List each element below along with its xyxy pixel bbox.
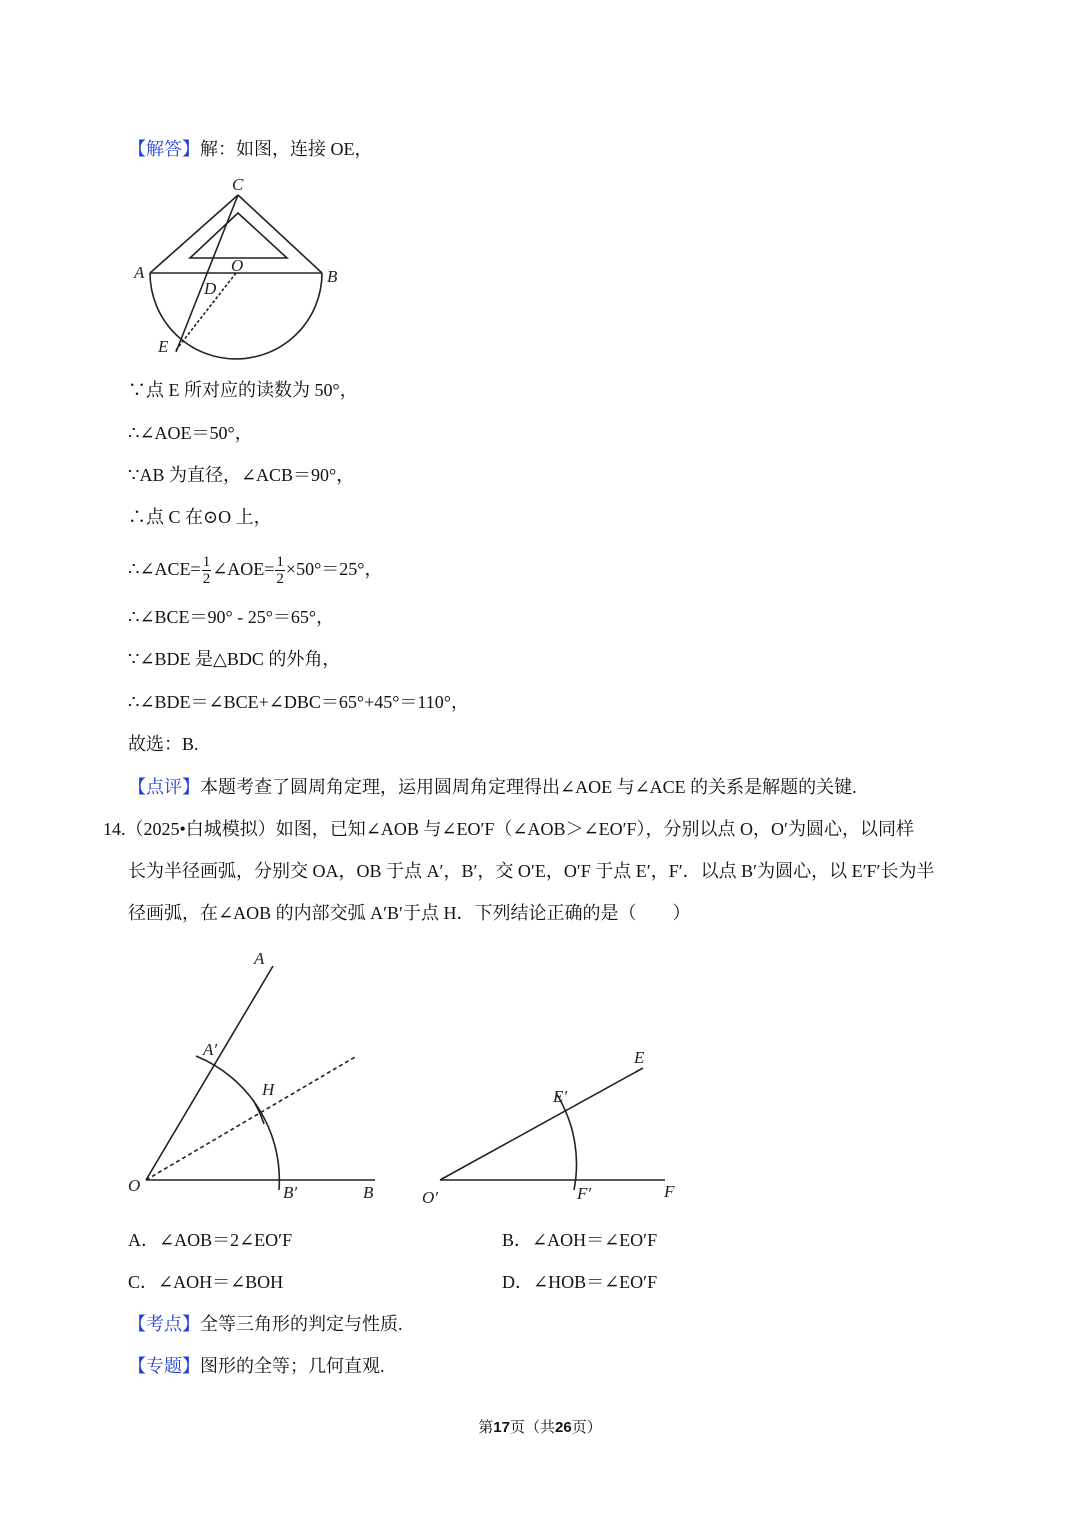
label-F-prime: F′ [577, 1184, 592, 1203]
numerator: 1 [276, 554, 284, 571]
label-A: A [134, 263, 145, 282]
label-A: A [254, 949, 265, 968]
question-line: 14.（2025•白城模拟）如图，已知∠AOB 与∠EO′F（∠AOB＞∠EO′F），分别以点 O，O′为圆心，以同样 [103, 819, 914, 839]
frac-prefix: ∴∠ACE= [128, 559, 201, 579]
knowledge-tag: 【考点】 [128, 1314, 200, 1334]
comment [128, 775, 857, 799]
frac-mid: ∠AOE= [212, 559, 275, 579]
question-line: 径画弧，在∠AOB 的内部交弧 A′B′于点 H．下列结论正确的是（ ） [128, 903, 691, 923]
fraction [202, 554, 212, 587]
step-line: ∵∠BDE 是△BDC 的外角， [128, 649, 341, 669]
label-D: D [204, 279, 217, 298]
step-line: ∴点 C 在⊙O 上， [128, 507, 272, 527]
frac-suffix: ×50°＝25°， [285, 559, 383, 579]
fraction [275, 554, 285, 587]
option-a: A．∠AOB＝2∠EO′F [128, 1230, 293, 1250]
step-line: ∴∠BCE＝90° - 25°＝65°， [128, 607, 335, 627]
label-H: H [262, 1080, 275, 1099]
topic-text: 图形的全等；几何直观. [200, 1356, 385, 1376]
footer-post: 页） [571, 1420, 602, 1436]
denominator: 2 [202, 571, 211, 588]
question-line: 长为半径画弧，分别交 OA，OB 于点 A′，B′，交 O′E，O′F 于点 E′，F′．以点 B′为圆心，以 E′F′长为半 [128, 861, 935, 881]
topic-tag: 【专题】 [128, 1356, 200, 1376]
label-E: E [158, 337, 169, 356]
label-B: B [327, 267, 338, 286]
answer-tag: 【解答】 [128, 139, 200, 159]
label-A-prime: A′ [203, 1040, 218, 1059]
step-line: ∴∠AOE＝50°， [128, 423, 253, 443]
label-B-prime: B′ [283, 1183, 298, 1202]
figure-semicircle-protractor [150, 195, 322, 359]
knowledge-text: 全等三角形的判定与性质. [200, 1314, 403, 1334]
page-footer [0, 1416, 1080, 1437]
footer-pre: 第 [478, 1420, 494, 1436]
label-E-prime: E′ [553, 1087, 568, 1106]
label-O: O [128, 1176, 141, 1195]
label-O: O [231, 256, 244, 275]
footer-mid: 页（共 [509, 1420, 555, 1436]
label-E: E [634, 1048, 645, 1067]
figure-angle-aob [146, 966, 375, 1190]
page-number: 17 [493, 1419, 510, 1436]
option-b: B．∠AOH＝∠EO′F [502, 1230, 658, 1250]
label-F: F [664, 1182, 675, 1201]
step-line: ∴∠BDE＝∠BCE+∠DBC＝65°+45°＝110°， [128, 692, 469, 712]
comment-text: 本题考查了圆周角定理，运用圆周角定理得出∠AOE 与∠ACE 的关系是解题的关键. [200, 777, 857, 797]
label-C: C [232, 175, 244, 194]
topic [128, 1354, 385, 1378]
answer-text: 解：如图，连接 OE， [200, 139, 373, 159]
label-B: B [363, 1183, 374, 1202]
knowledge-point [128, 1312, 403, 1336]
step-line: ∵点 E 所对应的读数为 50°， [128, 380, 358, 400]
comment-tag: 【点评】 [128, 777, 200, 797]
step-line: 故选：B. [128, 734, 199, 754]
numerator: 1 [202, 554, 211, 571]
step-line: ∵AB 为直径，∠ACB＝90°， [128, 465, 355, 485]
step-line-fraction [128, 552, 382, 587]
page-total: 26 [555, 1419, 572, 1436]
denominator: 2 [276, 571, 284, 588]
option-d: D．∠HOB＝∠EO′F [502, 1272, 658, 1292]
label-O-prime: O′ [422, 1188, 438, 1207]
option-c: C．∠AOH＝∠BOH [128, 1272, 284, 1292]
